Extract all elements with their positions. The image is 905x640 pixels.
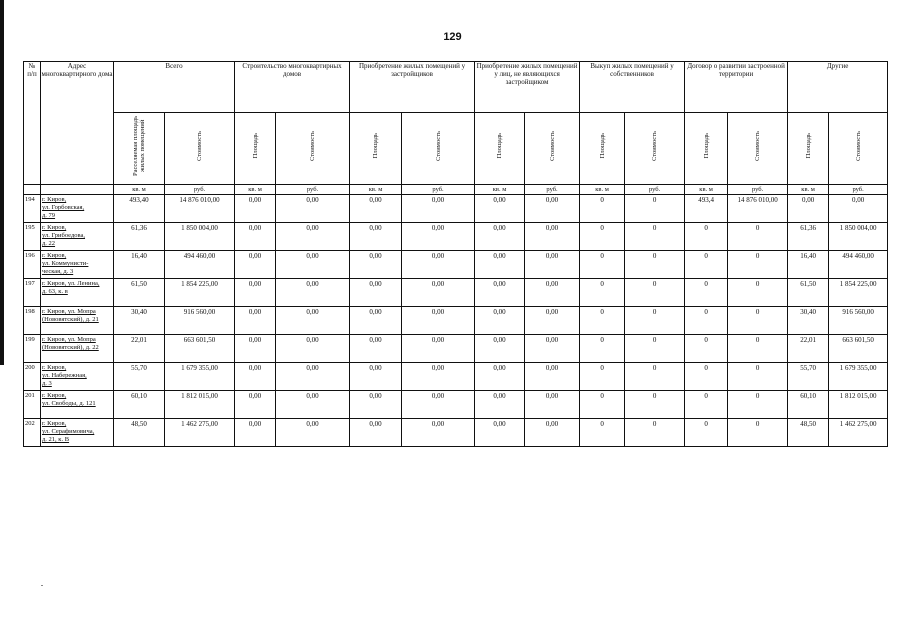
row-value-cell: 0: [625, 391, 685, 419]
row-value-cell: 0: [580, 363, 625, 391]
row-value-cell: 0: [580, 335, 625, 363]
row-value-cell: 0,00: [525, 335, 580, 363]
unit-cell: руб.: [165, 185, 235, 195]
row-value-cell: 48,50: [788, 419, 829, 447]
row-value-cell: 61,36: [788, 223, 829, 251]
row-value-cell: 0,00: [402, 391, 475, 419]
row-value-cell: 0,00: [235, 335, 276, 363]
row-value-cell: 0: [625, 251, 685, 279]
row-value-cell: 0: [625, 363, 685, 391]
row-value-cell: 0,00: [475, 195, 525, 223]
row-value-cell: 1 679 355,00: [829, 363, 888, 391]
row-address: г. Киров, ул. Мопра (Нововятский), д. 21: [41, 307, 114, 335]
row-value-cell: 0,00: [525, 391, 580, 419]
row-value-cell: 0,00: [475, 279, 525, 307]
row-value-cell: 0: [728, 223, 788, 251]
row-value-cell: 0,00: [350, 251, 402, 279]
row-value-cell: 0: [728, 335, 788, 363]
row-address: г. Киров, ул. Мопра (Нововятский), д. 22: [41, 335, 114, 363]
row-value-cell: 0,00: [276, 251, 350, 279]
row-value-cell: 1 812 015,00: [165, 391, 235, 419]
row-value-cell: 0: [625, 223, 685, 251]
unit-cell: кв. м: [685, 185, 728, 195]
unit-cell: руб.: [402, 185, 475, 195]
row-value-cell: 0,00: [402, 335, 475, 363]
row-value-cell: 916 560,00: [165, 307, 235, 335]
row-value-cell: 493,4: [685, 195, 728, 223]
row-address: г. Киров, ул. Грибоедова, д. 22: [41, 223, 114, 251]
row-value-cell: 61,50: [114, 279, 165, 307]
unit-cell: руб.: [625, 185, 685, 195]
row-value-cell: 0: [580, 279, 625, 307]
header-group-purchase-others: Приобретение жилых помещений у лиц, не являющихся застройщиком: [475, 62, 580, 113]
subheader-area: Площадь: [235, 113, 276, 185]
row-number: 199: [24, 335, 41, 363]
row-value-cell: 0,00: [276, 363, 350, 391]
scan-edge-bar: [0, 0, 4, 365]
row-value-cell: 30,40: [788, 307, 829, 335]
row-value-cell: 0,00: [350, 223, 402, 251]
row-value-cell: 0,00: [235, 363, 276, 391]
row-value-cell: 0,00: [235, 391, 276, 419]
row-value-cell: 0: [728, 279, 788, 307]
subheader-area: Площадь: [350, 113, 402, 185]
row-value-cell: 0,00: [350, 307, 402, 335]
unit-cell: руб.: [276, 185, 350, 195]
subheader-area: Площадь: [685, 113, 728, 185]
row-value-cell: 0,00: [235, 307, 276, 335]
row-value-cell: 0: [625, 419, 685, 447]
row-value-cell: 0: [728, 391, 788, 419]
row-value-cell: 22,01: [114, 335, 165, 363]
row-value-cell: 0,00: [276, 335, 350, 363]
table-row: [24, 279, 888, 307]
row-address: г. Киров, ул. Свободы, д. 121: [41, 391, 114, 419]
row-value-cell: 0,00: [276, 419, 350, 447]
row-value-cell: 0: [625, 195, 685, 223]
row-value-cell: 493,40: [114, 195, 165, 223]
row-value-cell: 22,01: [788, 335, 829, 363]
row-value-cell: 0,00: [276, 391, 350, 419]
unit-cell: кв. м: [788, 185, 829, 195]
row-value-cell: 663 601,50: [829, 335, 888, 363]
header-group-construction: Строительство многоквартирных домов: [235, 62, 350, 113]
row-value-cell: 0,00: [402, 223, 475, 251]
row-number: 198: [24, 307, 41, 335]
row-value-cell: 48,50: [114, 419, 165, 447]
unit-cell: кв. м: [350, 185, 402, 195]
row-value-cell: 0,00: [475, 223, 525, 251]
row-value-cell: 0,00: [276, 307, 350, 335]
unit-cell: кв. м: [114, 185, 165, 195]
row-value-cell: 0,00: [475, 251, 525, 279]
row-value-cell: 1 850 004,00: [829, 223, 888, 251]
row-number: 197: [24, 279, 41, 307]
row-value-cell: 16,40: [114, 251, 165, 279]
row-value-cell: 0,00: [475, 363, 525, 391]
row-value-cell: 0: [580, 223, 625, 251]
row-value-cell: 0: [728, 307, 788, 335]
header-group-other: Другие: [788, 62, 888, 113]
row-value-cell: 0: [580, 391, 625, 419]
row-value-cell: 55,70: [114, 363, 165, 391]
header-group-development-agreement: Договор о развитии застроенной территории: [685, 62, 788, 113]
row-value-cell: 0,00: [402, 251, 475, 279]
header-group-buyout: Выкуп жилых помещений у собственников: [580, 62, 685, 113]
table-row: [24, 195, 888, 223]
row-address: г. Киров, ул. Набережная, д. 3: [41, 363, 114, 391]
resettlement-table: [23, 61, 888, 447]
row-value-cell: 0,00: [525, 279, 580, 307]
row-value-cell: 663 601,50: [165, 335, 235, 363]
row-value-cell: 0: [728, 363, 788, 391]
row-value-cell: 0,00: [350, 195, 402, 223]
table-row: [24, 251, 888, 279]
row-value-cell: 1 854 225,00: [829, 279, 888, 307]
row-value-cell: 0: [728, 251, 788, 279]
unit-cell: кв. м: [580, 185, 625, 195]
unit-cell: руб.: [829, 185, 888, 195]
header-row-subcolumns: [24, 113, 888, 185]
row-value-cell: 0,00: [402, 363, 475, 391]
units-row: [24, 185, 888, 195]
table-row: [24, 335, 888, 363]
header-address: Адрес многоквартирного дома: [41, 62, 114, 185]
row-value-cell: 0: [685, 279, 728, 307]
row-value-cell: 61,50: [788, 279, 829, 307]
table-row: [24, 391, 888, 419]
row-value-cell: 0,00: [235, 195, 276, 223]
row-value-cell: 1 812 015,00: [829, 391, 888, 419]
header-group-total: Всего: [114, 62, 235, 113]
row-value-cell: 0,00: [276, 195, 350, 223]
subheader-cost: Стоимость: [276, 113, 350, 185]
row-value-cell: 16,40: [788, 251, 829, 279]
row-value-cell: 60,10: [114, 391, 165, 419]
row-value-cell: 494 460,00: [165, 251, 235, 279]
row-value-cell: 0,00: [525, 419, 580, 447]
row-value-cell: 0: [685, 223, 728, 251]
row-number: 194: [24, 195, 41, 223]
unit-cell: руб.: [728, 185, 788, 195]
row-value-cell: 0,00: [402, 279, 475, 307]
row-value-cell: 0: [580, 251, 625, 279]
scan-speck: [41, 585, 43, 586]
row-value-cell: 0,00: [350, 335, 402, 363]
row-value-cell: 0: [685, 335, 728, 363]
unit-cell: руб.: [525, 185, 580, 195]
row-value-cell: 0: [580, 419, 625, 447]
page-number: 129: [443, 31, 462, 43]
subheader-area-total: Расселяемая площадь жилых помещений: [114, 113, 165, 185]
header-row-groups: [24, 62, 888, 113]
row-value-cell: 30,40: [114, 307, 165, 335]
subheader-cost: Стоимость: [402, 113, 475, 185]
row-value-cell: 0: [685, 251, 728, 279]
row-address: г. Киров, ул. Горбовская, д. 79: [41, 195, 114, 223]
subheader-area: Площадь: [475, 113, 525, 185]
row-number: 196: [24, 251, 41, 279]
subheader-cost: Стоимость: [829, 113, 888, 185]
row-value-cell: 0: [685, 419, 728, 447]
row-value-cell: 0,00: [276, 223, 350, 251]
row-value-cell: 0,00: [525, 307, 580, 335]
table-row: [24, 307, 888, 335]
unit-cell-empty: [24, 185, 41, 195]
row-value-cell: 0: [728, 419, 788, 447]
row-value-cell: 1 850 004,00: [165, 223, 235, 251]
row-value-cell: 0: [625, 335, 685, 363]
row-number: 195: [24, 223, 41, 251]
table-row: [24, 419, 888, 447]
row-value-cell: 0: [685, 391, 728, 419]
subheader-cost: Стоимость: [625, 113, 685, 185]
unit-cell-empty: [41, 185, 114, 195]
subheader-area: Площадь: [788, 113, 829, 185]
row-value-cell: 0,00: [402, 195, 475, 223]
row-number: 200: [24, 363, 41, 391]
table-row: [24, 363, 888, 391]
subheader-cost: Стоимость: [728, 113, 788, 185]
row-value-cell: 1 679 355,00: [165, 363, 235, 391]
subheader-cost: Стоимость: [525, 113, 580, 185]
row-value-cell: 14 876 010,00: [165, 195, 235, 223]
row-value-cell: 494 460,00: [829, 251, 888, 279]
row-value-cell: 0,00: [350, 391, 402, 419]
header-num: № п/п: [24, 62, 41, 185]
row-value-cell: 0,00: [475, 391, 525, 419]
row-value-cell: 0,00: [235, 279, 276, 307]
subheader-cost: Стоимость: [165, 113, 235, 185]
row-value-cell: 1 854 225,00: [165, 279, 235, 307]
row-value-cell: 0: [625, 279, 685, 307]
row-value-cell: 0,00: [350, 419, 402, 447]
row-value-cell: 0,00: [829, 195, 888, 223]
row-value-cell: 1 462 275,00: [165, 419, 235, 447]
row-address: г. Киров, ул. Ленина, д. 63, к. в: [41, 279, 114, 307]
row-address: г. Киров, ул. Серафимовича, д. 21, к. В: [41, 419, 114, 447]
row-value-cell: 0,00: [525, 223, 580, 251]
row-number: 202: [24, 419, 41, 447]
row-number: 201: [24, 391, 41, 419]
row-value-cell: 0,00: [475, 307, 525, 335]
row-value-cell: 0,00: [235, 223, 276, 251]
row-value-cell: 14 876 010,00: [728, 195, 788, 223]
row-value-cell: 0,00: [402, 307, 475, 335]
row-value-cell: 0: [580, 307, 625, 335]
table-row: [24, 223, 888, 251]
row-value-cell: 0,00: [525, 251, 580, 279]
row-value-cell: 0,00: [235, 251, 276, 279]
row-value-cell: 55,70: [788, 363, 829, 391]
unit-cell: кв. м: [235, 185, 276, 195]
row-value-cell: 0,00: [276, 279, 350, 307]
row-value-cell: 60,10: [788, 391, 829, 419]
row-value-cell: 0,00: [235, 419, 276, 447]
subheader-area: Площадь: [580, 113, 625, 185]
row-value-cell: 0,00: [350, 363, 402, 391]
row-value-cell: 0,00: [402, 419, 475, 447]
row-value-cell: 0,00: [350, 279, 402, 307]
row-value-cell: 916 560,00: [829, 307, 888, 335]
table-body: [24, 195, 888, 447]
row-value-cell: 0,00: [475, 335, 525, 363]
row-value-cell: 0,00: [525, 195, 580, 223]
row-value-cell: 0: [625, 307, 685, 335]
header-group-purchase-developers: Приобретение жилых помещений у застройщиков: [350, 62, 475, 113]
row-value-cell: 0,00: [525, 363, 580, 391]
unit-cell: кв. м: [475, 185, 525, 195]
row-value-cell: 0,00: [788, 195, 829, 223]
row-value-cell: 1 462 275,00: [829, 419, 888, 447]
row-value-cell: 0: [685, 307, 728, 335]
row-value-cell: 0,00: [475, 419, 525, 447]
row-value-cell: 0: [580, 195, 625, 223]
row-value-cell: 0: [685, 363, 728, 391]
row-address: г. Киров, ул. Коммунисти- ческая, д. 3: [41, 251, 114, 279]
row-value-cell: 61,36: [114, 223, 165, 251]
